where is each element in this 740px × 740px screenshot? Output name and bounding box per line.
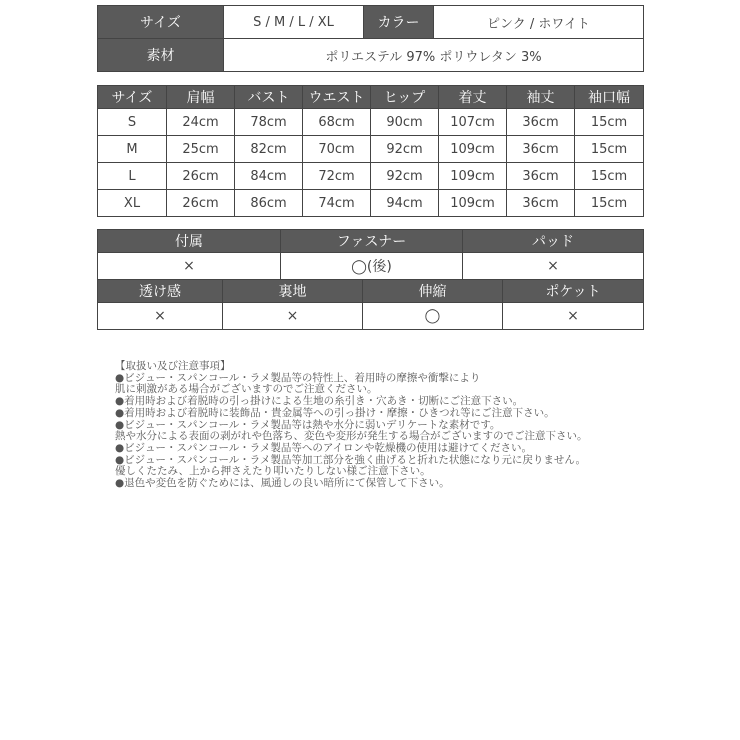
size-label: サイズ bbox=[98, 6, 224, 39]
spec-row-material bbox=[98, 39, 644, 72]
attributes-header-row bbox=[98, 230, 644, 253]
care-note-line: ●ビジュー・スパンコール・ラメ製品等は熱や水分に弱いデリケートな素材です。 bbox=[115, 418, 501, 431]
cell: 82cm bbox=[235, 136, 303, 163]
cell: 109cm bbox=[439, 190, 507, 217]
care-note-line: ●ビジュー・スパンコール・ラメ製品等加工部分を強く曲げると折れた状態になり元に戻りません。 bbox=[115, 453, 587, 466]
cell: 92cm bbox=[371, 136, 439, 163]
attributes-header-row bbox=[98, 280, 644, 303]
care-notes-title: 【取扱い及び注意事項】 bbox=[115, 360, 231, 372]
cell: 72cm bbox=[303, 163, 371, 190]
care-note-line: ●ビジュー・スパンコール・ラメ製品等へのアイロンや乾燥機の使用は避けてください。 bbox=[115, 441, 532, 454]
value-stretch: ◯ bbox=[363, 303, 503, 330]
header-pad: パッド bbox=[463, 230, 644, 253]
value-pad: × bbox=[463, 253, 644, 280]
attributes-table-2 bbox=[97, 279, 644, 330]
header-waist: ウエスト bbox=[303, 86, 371, 109]
cell: 36cm bbox=[507, 163, 575, 190]
cell: XL bbox=[98, 190, 167, 217]
header-lining: 裏地 bbox=[223, 280, 363, 303]
color-label: カラー bbox=[364, 6, 434, 39]
cell: 36cm bbox=[507, 136, 575, 163]
header-cuff-width: 袖口幅 bbox=[575, 86, 644, 109]
cell: S bbox=[98, 109, 167, 136]
care-note-line: ●退色や変色を防ぐためには、風通しの良い暗所にて保管して下さい。 bbox=[115, 477, 450, 490]
material-label: 素材 bbox=[98, 39, 224, 72]
cell: 15cm bbox=[575, 136, 644, 163]
cell: L bbox=[98, 163, 167, 190]
header-size: サイズ bbox=[98, 86, 167, 109]
cell: 70cm bbox=[303, 136, 371, 163]
value-pocket: × bbox=[503, 303, 644, 330]
table-row bbox=[98, 136, 644, 163]
cell: 109cm bbox=[439, 163, 507, 190]
spec-row-size-color bbox=[98, 6, 644, 39]
attributes-value-row bbox=[98, 253, 644, 280]
cell: 36cm bbox=[507, 109, 575, 136]
size-table-header bbox=[98, 86, 644, 109]
spec-table bbox=[97, 5, 644, 72]
table-row bbox=[98, 163, 644, 190]
attributes-table-1 bbox=[97, 229, 644, 280]
size-value: S / M / L / XL bbox=[224, 6, 364, 39]
cell: 15cm bbox=[575, 109, 644, 136]
cell: 86cm bbox=[235, 190, 303, 217]
cell: 74cm bbox=[303, 190, 371, 217]
cell: 36cm bbox=[507, 190, 575, 217]
care-note-line: 肌に刺激がある場合がございますのでご注意ください。 bbox=[115, 383, 378, 396]
header-sleeve-length: 袖丈 bbox=[507, 86, 575, 109]
size-table bbox=[97, 85, 644, 217]
cell: 92cm bbox=[371, 163, 439, 190]
header-bust: バスト bbox=[235, 86, 303, 109]
care-note-line: ●着用時および着脱時に装飾品・貴金属等への引っ掛け・摩擦・ひきつれ等にご注意下さい。 bbox=[115, 406, 555, 419]
care-note-line: 熱や水分による表面の剥がれや色落ち、変色や変形が発生する場合がございますのでご注意下さい。 bbox=[115, 430, 588, 443]
header-hip: ヒップ bbox=[371, 86, 439, 109]
table-row bbox=[98, 109, 644, 136]
cell: 26cm bbox=[167, 190, 235, 217]
header-stretch: 伸縮 bbox=[363, 280, 503, 303]
color-value: ピンク / ホワイト bbox=[434, 6, 644, 39]
care-note-line: 優しくたたみ、上から押さえたり叩いたりしない様ご注意下さい。 bbox=[115, 465, 431, 478]
cell: 25cm bbox=[167, 136, 235, 163]
cell: 24cm bbox=[167, 109, 235, 136]
cell: 15cm bbox=[575, 163, 644, 190]
value-lining: × bbox=[223, 303, 363, 330]
header-length: 着丈 bbox=[439, 86, 507, 109]
material-value: ポリエステル 97% ポリウレタン 3% bbox=[224, 39, 644, 72]
header-sheerness: 透け感 bbox=[98, 280, 223, 303]
cell: 84cm bbox=[235, 163, 303, 190]
cell: 107cm bbox=[439, 109, 507, 136]
cell: 94cm bbox=[371, 190, 439, 217]
care-notes bbox=[115, 361, 675, 490]
header-accessories: 付属 bbox=[98, 230, 281, 253]
cell: 68cm bbox=[303, 109, 371, 136]
value-fastener: ◯(後) bbox=[281, 253, 463, 280]
value-sheerness: × bbox=[98, 303, 223, 330]
header-fastener: ファスナー bbox=[281, 230, 463, 253]
cell: M bbox=[98, 136, 167, 163]
attributes-value-row bbox=[98, 303, 644, 330]
cell: 78cm bbox=[235, 109, 303, 136]
header-pocket: ポケット bbox=[503, 280, 644, 303]
cell: 90cm bbox=[371, 109, 439, 136]
care-note-line: ●着用時および着脱時の引っ掛けによる生地の糸引き・穴あき・切断にご注意下さい。 bbox=[115, 395, 524, 408]
table-row bbox=[98, 190, 644, 217]
cell: 26cm bbox=[167, 163, 235, 190]
value-accessories: × bbox=[98, 253, 281, 280]
header-shoulder: 肩幅 bbox=[167, 86, 235, 109]
cell: 15cm bbox=[575, 190, 644, 217]
cell: 109cm bbox=[439, 136, 507, 163]
care-note-line: ●ビジュー・スパンコール・ラメ製品等の特性上、着用時の摩擦や衝撃により bbox=[115, 371, 481, 384]
